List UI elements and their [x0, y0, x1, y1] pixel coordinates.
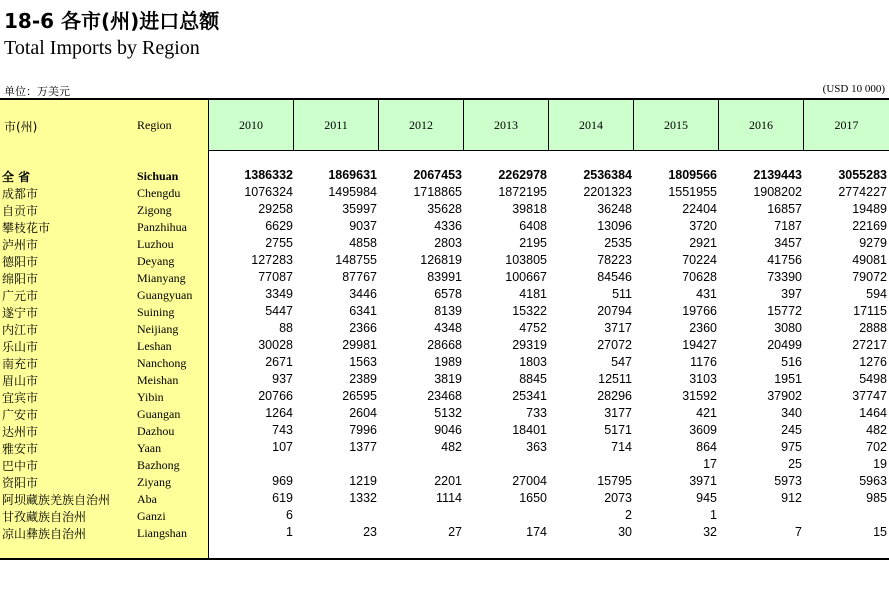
region-name-en: Neijiang — [137, 322, 179, 336]
value-cell: 3717 — [604, 321, 632, 335]
value-cell: 733 — [526, 406, 547, 420]
value-cell: 20766 — [258, 389, 293, 403]
table-row — [0, 269, 889, 286]
table-row — [0, 507, 889, 524]
value-cell: 5132 — [434, 406, 462, 420]
value-cell: 594 — [866, 287, 887, 301]
value-cell: 26595 — [342, 389, 377, 403]
value-cell: 864 — [696, 440, 717, 454]
region-name-en: Dazhou — [137, 424, 175, 438]
value-cell: 1332 — [349, 491, 377, 505]
value-cell: 9046 — [434, 423, 462, 437]
value-cell: 2921 — [689, 236, 717, 250]
header-year-0: 2010 — [209, 100, 294, 150]
value-cell: 19 — [873, 457, 887, 471]
table-row — [0, 371, 889, 388]
value-cell: 3103 — [689, 372, 717, 386]
header-year-4: 2014 — [549, 100, 634, 150]
value-cell: 49081 — [852, 253, 887, 267]
value-cell: 27004 — [512, 474, 547, 488]
value-cell: 431 — [696, 287, 717, 301]
table-row — [0, 405, 889, 422]
region-name-en: Nanchong — [137, 356, 187, 370]
unit-label-cn: 单位：万美元 — [4, 85, 70, 98]
value-cell: 1114 — [436, 491, 462, 505]
region-name-en: Sichuan — [137, 169, 179, 183]
value-cell: 36248 — [597, 202, 632, 216]
value-cell: 421 — [696, 406, 717, 420]
value-cell: 8139 — [434, 304, 462, 318]
value-cell: 3457 — [774, 236, 802, 250]
region-name-cn: 广元市 — [2, 289, 39, 303]
value-cell: 30028 — [258, 338, 293, 352]
table-row — [0, 337, 889, 354]
value-cell: 4858 — [349, 236, 377, 250]
page-title-en: Total Imports by Region — [4, 37, 200, 59]
region-name-cn: 广安市 — [2, 408, 39, 422]
value-cell: 516 — [781, 355, 802, 369]
value-cell: 25 — [788, 457, 802, 471]
value-cell: 88 — [279, 321, 293, 335]
value-cell: 19766 — [682, 304, 717, 318]
value-cell: 2 — [625, 508, 632, 522]
value-cell: 2536384 — [583, 168, 632, 182]
value-cell: 35997 — [342, 202, 377, 216]
value-cell: 23 — [363, 525, 377, 539]
value-cell: 70628 — [682, 270, 717, 284]
table-body — [0, 167, 889, 541]
value-cell: 547 — [611, 355, 632, 369]
value-cell: 25341 — [512, 389, 547, 403]
value-cell: 29981 — [342, 338, 377, 352]
region-name-cn: 泸州市 — [2, 238, 39, 252]
region-name-en: Ziyang — [137, 475, 171, 489]
value-cell: 127283 — [251, 253, 293, 267]
unit-label-en: (USD 10 000) — [822, 83, 885, 95]
region-name-en: Suining — [137, 305, 175, 319]
value-cell: 19427 — [682, 338, 717, 352]
value-cell: 8845 — [519, 372, 547, 386]
value-cell: 2201323 — [583, 185, 632, 199]
header-year-1: 2011 — [294, 100, 379, 150]
value-cell: 16857 — [767, 202, 802, 216]
value-cell: 2139443 — [753, 168, 802, 182]
value-cell: 2073 — [604, 491, 632, 505]
region-name-en: Mianyang — [137, 271, 186, 285]
region-name-cn: 甘孜藏族自治州 — [2, 510, 87, 524]
value-cell: 714 — [611, 440, 632, 454]
header-bottom-rule — [208, 150, 889, 151]
table-row — [0, 201, 889, 218]
value-cell: 482 — [441, 440, 462, 454]
value-cell: 27072 — [597, 338, 632, 352]
value-cell: 937 — [272, 372, 293, 386]
value-cell: 1276 — [859, 355, 887, 369]
value-cell: 1951 — [774, 372, 802, 386]
value-cell: 17 — [703, 457, 717, 471]
value-cell: 2360 — [689, 321, 717, 335]
value-cell: 103805 — [505, 253, 547, 267]
value-cell: 28668 — [427, 338, 462, 352]
region-name-cn: 乐山市 — [2, 340, 39, 354]
value-cell: 3349 — [265, 287, 293, 301]
table-row — [0, 235, 889, 252]
value-cell: 969 — [272, 474, 293, 488]
value-cell: 1076324 — [244, 185, 293, 199]
value-cell: 2201 — [434, 474, 462, 488]
value-cell: 78223 — [597, 253, 632, 267]
header-year-2: 2012 — [379, 100, 464, 150]
value-cell: 6408 — [519, 219, 547, 233]
table-row — [0, 286, 889, 303]
value-cell: 77087 — [258, 270, 293, 284]
value-cell: 245 — [781, 423, 802, 437]
value-cell: 1803 — [519, 355, 547, 369]
value-cell: 37902 — [767, 389, 802, 403]
region-name-cn: 全 省 — [2, 170, 31, 184]
value-cell: 5171 — [604, 423, 632, 437]
value-cell: 2671 — [265, 355, 293, 369]
header-year-5: 2015 — [634, 100, 719, 150]
value-cell: 126819 — [420, 253, 462, 267]
region-name-en: Leshan — [137, 339, 172, 353]
value-cell: 3446 — [349, 287, 377, 301]
value-cell: 912 — [781, 491, 802, 505]
value-cell: 1650 — [519, 491, 547, 505]
header-year-6: 2016 — [719, 100, 804, 150]
value-cell: 13096 — [597, 219, 632, 233]
region-name-en: Bazhong — [137, 458, 180, 472]
table-row — [0, 439, 889, 456]
table-row — [0, 388, 889, 405]
value-cell: 15 — [873, 525, 887, 539]
region-name-cn: 绵阳市 — [2, 272, 39, 286]
table-row — [0, 473, 889, 490]
value-cell: 1551955 — [668, 185, 717, 199]
value-cell: 23468 — [427, 389, 462, 403]
region-name-cn: 遂宁市 — [2, 306, 39, 320]
value-cell: 2774227 — [838, 185, 887, 199]
value-cell: 84546 — [597, 270, 632, 284]
region-name-cn: 巴中市 — [2, 459, 39, 473]
table-bottom-rule — [0, 558, 889, 560]
value-cell: 15772 — [767, 304, 802, 318]
region-name-en: Luzhou — [137, 237, 174, 251]
table-row — [0, 320, 889, 337]
value-cell: 1377 — [349, 440, 377, 454]
header-year-7: 2017 — [834, 117, 859, 132]
value-cell: 511 — [612, 287, 632, 301]
header-year-3: 2013 — [464, 100, 549, 150]
value-cell: 3177 — [604, 406, 632, 420]
value-cell: 37747 — [852, 389, 887, 403]
value-cell: 1809566 — [668, 168, 717, 182]
region-name-cn: 自贡市 — [2, 204, 39, 218]
page-title-cn: 18-6 各市(州)进口总额 — [4, 9, 220, 33]
table-row — [0, 184, 889, 201]
table-row — [0, 490, 889, 507]
value-cell: 340 — [781, 406, 802, 420]
value-cell: 29319 — [512, 338, 547, 352]
value-cell: 702 — [866, 440, 887, 454]
region-name-en: Aba — [137, 492, 157, 506]
value-cell: 19489 — [852, 202, 887, 216]
value-cell: 2755 — [265, 236, 293, 250]
value-cell: 1219 — [349, 474, 377, 488]
value-cell: 397 — [781, 287, 802, 301]
value-cell: 482 — [866, 423, 887, 437]
region-name-en: Guangyuan — [137, 288, 193, 302]
value-cell: 87767 — [342, 270, 377, 284]
value-cell: 6578 — [434, 287, 462, 301]
value-cell: 2604 — [349, 406, 377, 420]
value-cell: 35628 — [427, 202, 462, 216]
value-cell: 41756 — [767, 253, 802, 267]
region-name-en: Panzhihua — [137, 220, 187, 234]
value-cell: 1872195 — [498, 185, 547, 199]
region-name-en: Meishan — [137, 373, 179, 387]
value-cell: 1869631 — [328, 168, 377, 182]
value-cell: 3971 — [689, 474, 717, 488]
value-cell: 1 — [710, 508, 717, 522]
region-name-cn: 雅安市 — [2, 442, 39, 456]
value-cell: 1908202 — [753, 185, 802, 199]
value-cell: 7996 — [349, 423, 377, 437]
header-region-cn: 市(州) — [4, 120, 38, 134]
region-name-cn: 阿坝藏族羌族自治州 — [2, 493, 111, 507]
value-cell: 2888 — [859, 321, 887, 335]
value-cell: 15795 — [597, 474, 632, 488]
region-name-en: Deyang — [137, 254, 175, 268]
table-row — [0, 456, 889, 473]
value-cell: 28296 — [597, 389, 632, 403]
value-cell: 985 — [866, 491, 887, 505]
region-name-en: Guangan — [137, 407, 181, 421]
value-cell: 5447 — [265, 304, 293, 318]
value-cell: 2262978 — [498, 168, 547, 182]
region-name-cn: 眉山市 — [2, 374, 39, 388]
region-name-en: Chengdu — [137, 186, 181, 200]
value-cell: 4348 — [434, 321, 462, 335]
value-cell: 1264 — [265, 406, 293, 420]
value-cell: 4336 — [434, 219, 462, 233]
region-name-cn: 德阳市 — [2, 255, 39, 269]
region-name-cn: 宜宾市 — [2, 391, 39, 405]
region-name-en: Ganzi — [137, 509, 166, 523]
value-cell: 12511 — [598, 372, 632, 386]
header-region-en: Region — [137, 118, 172, 132]
region-name-cn: 南充市 — [2, 357, 39, 371]
value-cell: 4752 — [519, 321, 547, 335]
value-cell: 70224 — [682, 253, 717, 267]
region-name-cn: 凉山彝族自治州 — [2, 527, 87, 541]
value-cell: 1563 — [349, 355, 377, 369]
value-cell: 9279 — [859, 236, 887, 250]
value-cell: 22404 — [682, 202, 717, 216]
value-cell: 22169 — [852, 219, 887, 233]
value-cell: 9037 — [349, 219, 377, 233]
value-cell: 3720 — [689, 219, 717, 233]
table-row-total — [0, 167, 889, 184]
value-cell: 2366 — [349, 321, 377, 335]
value-cell: 3609 — [689, 423, 717, 437]
table-row — [0, 524, 889, 541]
value-cell: 3080 — [774, 321, 802, 335]
table-row — [0, 303, 889, 320]
region-name-en: Yaan — [137, 441, 162, 455]
value-cell: 18401 — [512, 423, 547, 437]
value-cell: 2195 — [519, 236, 547, 250]
value-cell: 2067453 — [413, 168, 462, 182]
value-cell: 975 — [781, 440, 802, 454]
value-cell: 31592 — [682, 389, 717, 403]
value-cell: 2535 — [604, 236, 632, 250]
value-cell: 20794 — [597, 304, 632, 318]
table-row — [0, 354, 889, 371]
value-cell: 107 — [272, 440, 293, 454]
value-cell: 7187 — [774, 219, 802, 233]
value-cell: 1989 — [434, 355, 462, 369]
value-cell: 83991 — [427, 270, 462, 284]
value-cell: 39818 — [512, 202, 547, 216]
value-cell: 32 — [703, 525, 717, 539]
region-name-cn: 达州市 — [2, 425, 39, 439]
value-cell: 2803 — [434, 236, 462, 250]
value-cell: 1495984 — [328, 185, 377, 199]
region-name-cn: 成都市 — [2, 187, 39, 201]
value-cell: 743 — [272, 423, 293, 437]
value-cell: 5973 — [774, 474, 802, 488]
region-name-cn: 资阳市 — [2, 476, 39, 490]
value-cell: 2389 — [349, 372, 377, 386]
value-cell: 15322 — [512, 304, 547, 318]
region-name-en: Yibin — [137, 390, 164, 404]
value-cell: 3819 — [434, 372, 462, 386]
value-cell: 5963 — [859, 474, 887, 488]
value-cell: 4181 — [519, 287, 547, 301]
value-cell: 619 — [272, 491, 293, 505]
imports-table — [0, 98, 889, 560]
table-row — [0, 252, 889, 269]
value-cell: 27217 — [852, 338, 887, 352]
value-cell: 7 — [795, 525, 802, 539]
value-cell: 1176 — [690, 355, 717, 369]
value-cell: 1464 — [859, 406, 887, 420]
value-cell: 29258 — [258, 202, 293, 216]
region-name-en: Zigong — [137, 203, 172, 217]
value-cell: 79072 — [852, 270, 887, 284]
value-cell: 174 — [526, 525, 547, 539]
value-cell: 100667 — [505, 270, 547, 284]
value-cell: 945 — [696, 491, 717, 505]
value-cell: 3055283 — [838, 168, 887, 182]
value-cell: 30 — [618, 525, 632, 539]
value-cell: 17115 — [853, 304, 887, 318]
region-name-cn: 攀枝花市 — [2, 221, 51, 235]
value-cell: 6341 — [349, 304, 377, 318]
region-name-cn: 内江市 — [2, 323, 39, 337]
table-row — [0, 218, 889, 235]
value-cell: 20499 — [767, 338, 802, 352]
table-row — [0, 422, 889, 439]
value-cell: 148755 — [335, 253, 377, 267]
value-cell: 6629 — [265, 219, 293, 233]
region-name-en: Liangshan — [137, 526, 187, 540]
value-cell: 5498 — [859, 372, 887, 386]
value-cell: 1 — [286, 525, 293, 539]
value-cell: 363 — [526, 440, 547, 454]
value-cell: 27 — [448, 525, 462, 539]
value-cell: 1718865 — [413, 185, 462, 199]
value-cell: 73390 — [767, 270, 802, 284]
value-cell: 6 — [286, 508, 293, 522]
value-cell: 1386332 — [244, 168, 293, 182]
